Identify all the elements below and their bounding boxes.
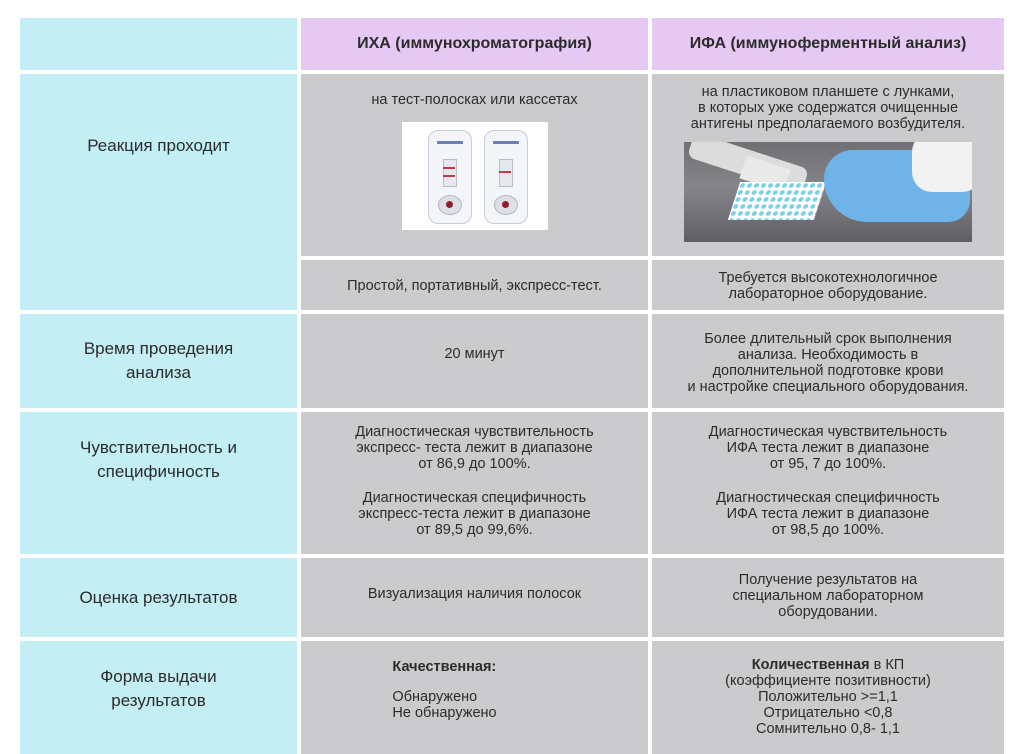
cell-reaction-iha — [301, 74, 648, 256]
cassette-icon — [484, 130, 528, 224]
cell-sensitivity-iha: Диагностическая чувствительность экспресс- теста лежит в диапазоне от 86,9 до 100%. Диагностическая специфичность экспресс-теста лежит в диапазоне от 89,5 до 99,6%. — [301, 412, 648, 554]
cell-output-ifa: Количественная в КП (коэффициенте позитивности) Положительно >=1,1 Отрицательно <0,8 Сомнительно 0,8- 1,1 — [652, 641, 1004, 754]
row-label-reaction: Реакция проходит — [20, 74, 297, 310]
comparison-table — [20, 18, 1004, 754]
cell-equipment-ifa: Требуется высокотехнологичное лабораторное оборудование. — [652, 260, 1004, 310]
row-label-evaluation: Оценка результатов — [20, 558, 297, 637]
cell-evaluation-ifa: Получение результатов на специальном лабораторном оборудовании. — [652, 558, 1004, 637]
header-ifa: ИФА (иммуноферментный анализ) — [652, 18, 1004, 70]
cell-evaluation-iha: Визуализация наличия полосок — [301, 558, 648, 637]
row-label-output: Форма выдачи результатов — [20, 641, 297, 754]
cell-time-ifa: Более длительный срок выполнения анализа. Необходимость в дополнительной подготовке крови и настройке специального оборудования. — [652, 314, 1004, 408]
reaction-iha-text: на тест-полосках или кассетах — [371, 92, 578, 108]
cell-time-iha: 20 минут — [301, 314, 648, 408]
cell-sensitivity-ifa: Диагностическая чувствительность ИФА теста лежит в диапазоне от 95, 7 до 100%. Диагностическая специфичность ИФА теста лежит в диапазоне от 98,5 до 100%. — [652, 412, 1004, 554]
well-plate-icon — [728, 182, 826, 220]
cell-output-iha: Качественная: Обнаружено Не обнаружено — [301, 641, 648, 754]
cell-reaction-ifa: на пластиковом планшете с лунками, в которых уже содержатся очищенные антигены предполагаемого возбудителя. — [652, 74, 1004, 256]
row-label-time: Время проведения анализа — [20, 314, 297, 408]
cassette-icon — [428, 130, 472, 224]
cell-equipment-iha: Простой, портативный, экспресс-тест. — [301, 260, 648, 310]
row-label-sensitivity: Чувствительность и специфичность — [20, 412, 297, 554]
header-corner — [20, 18, 297, 70]
header-iha: ИХА (иммунохроматография) — [301, 18, 648, 70]
test-cassettes-image — [402, 122, 548, 230]
elisa-plate-image — [684, 142, 972, 242]
